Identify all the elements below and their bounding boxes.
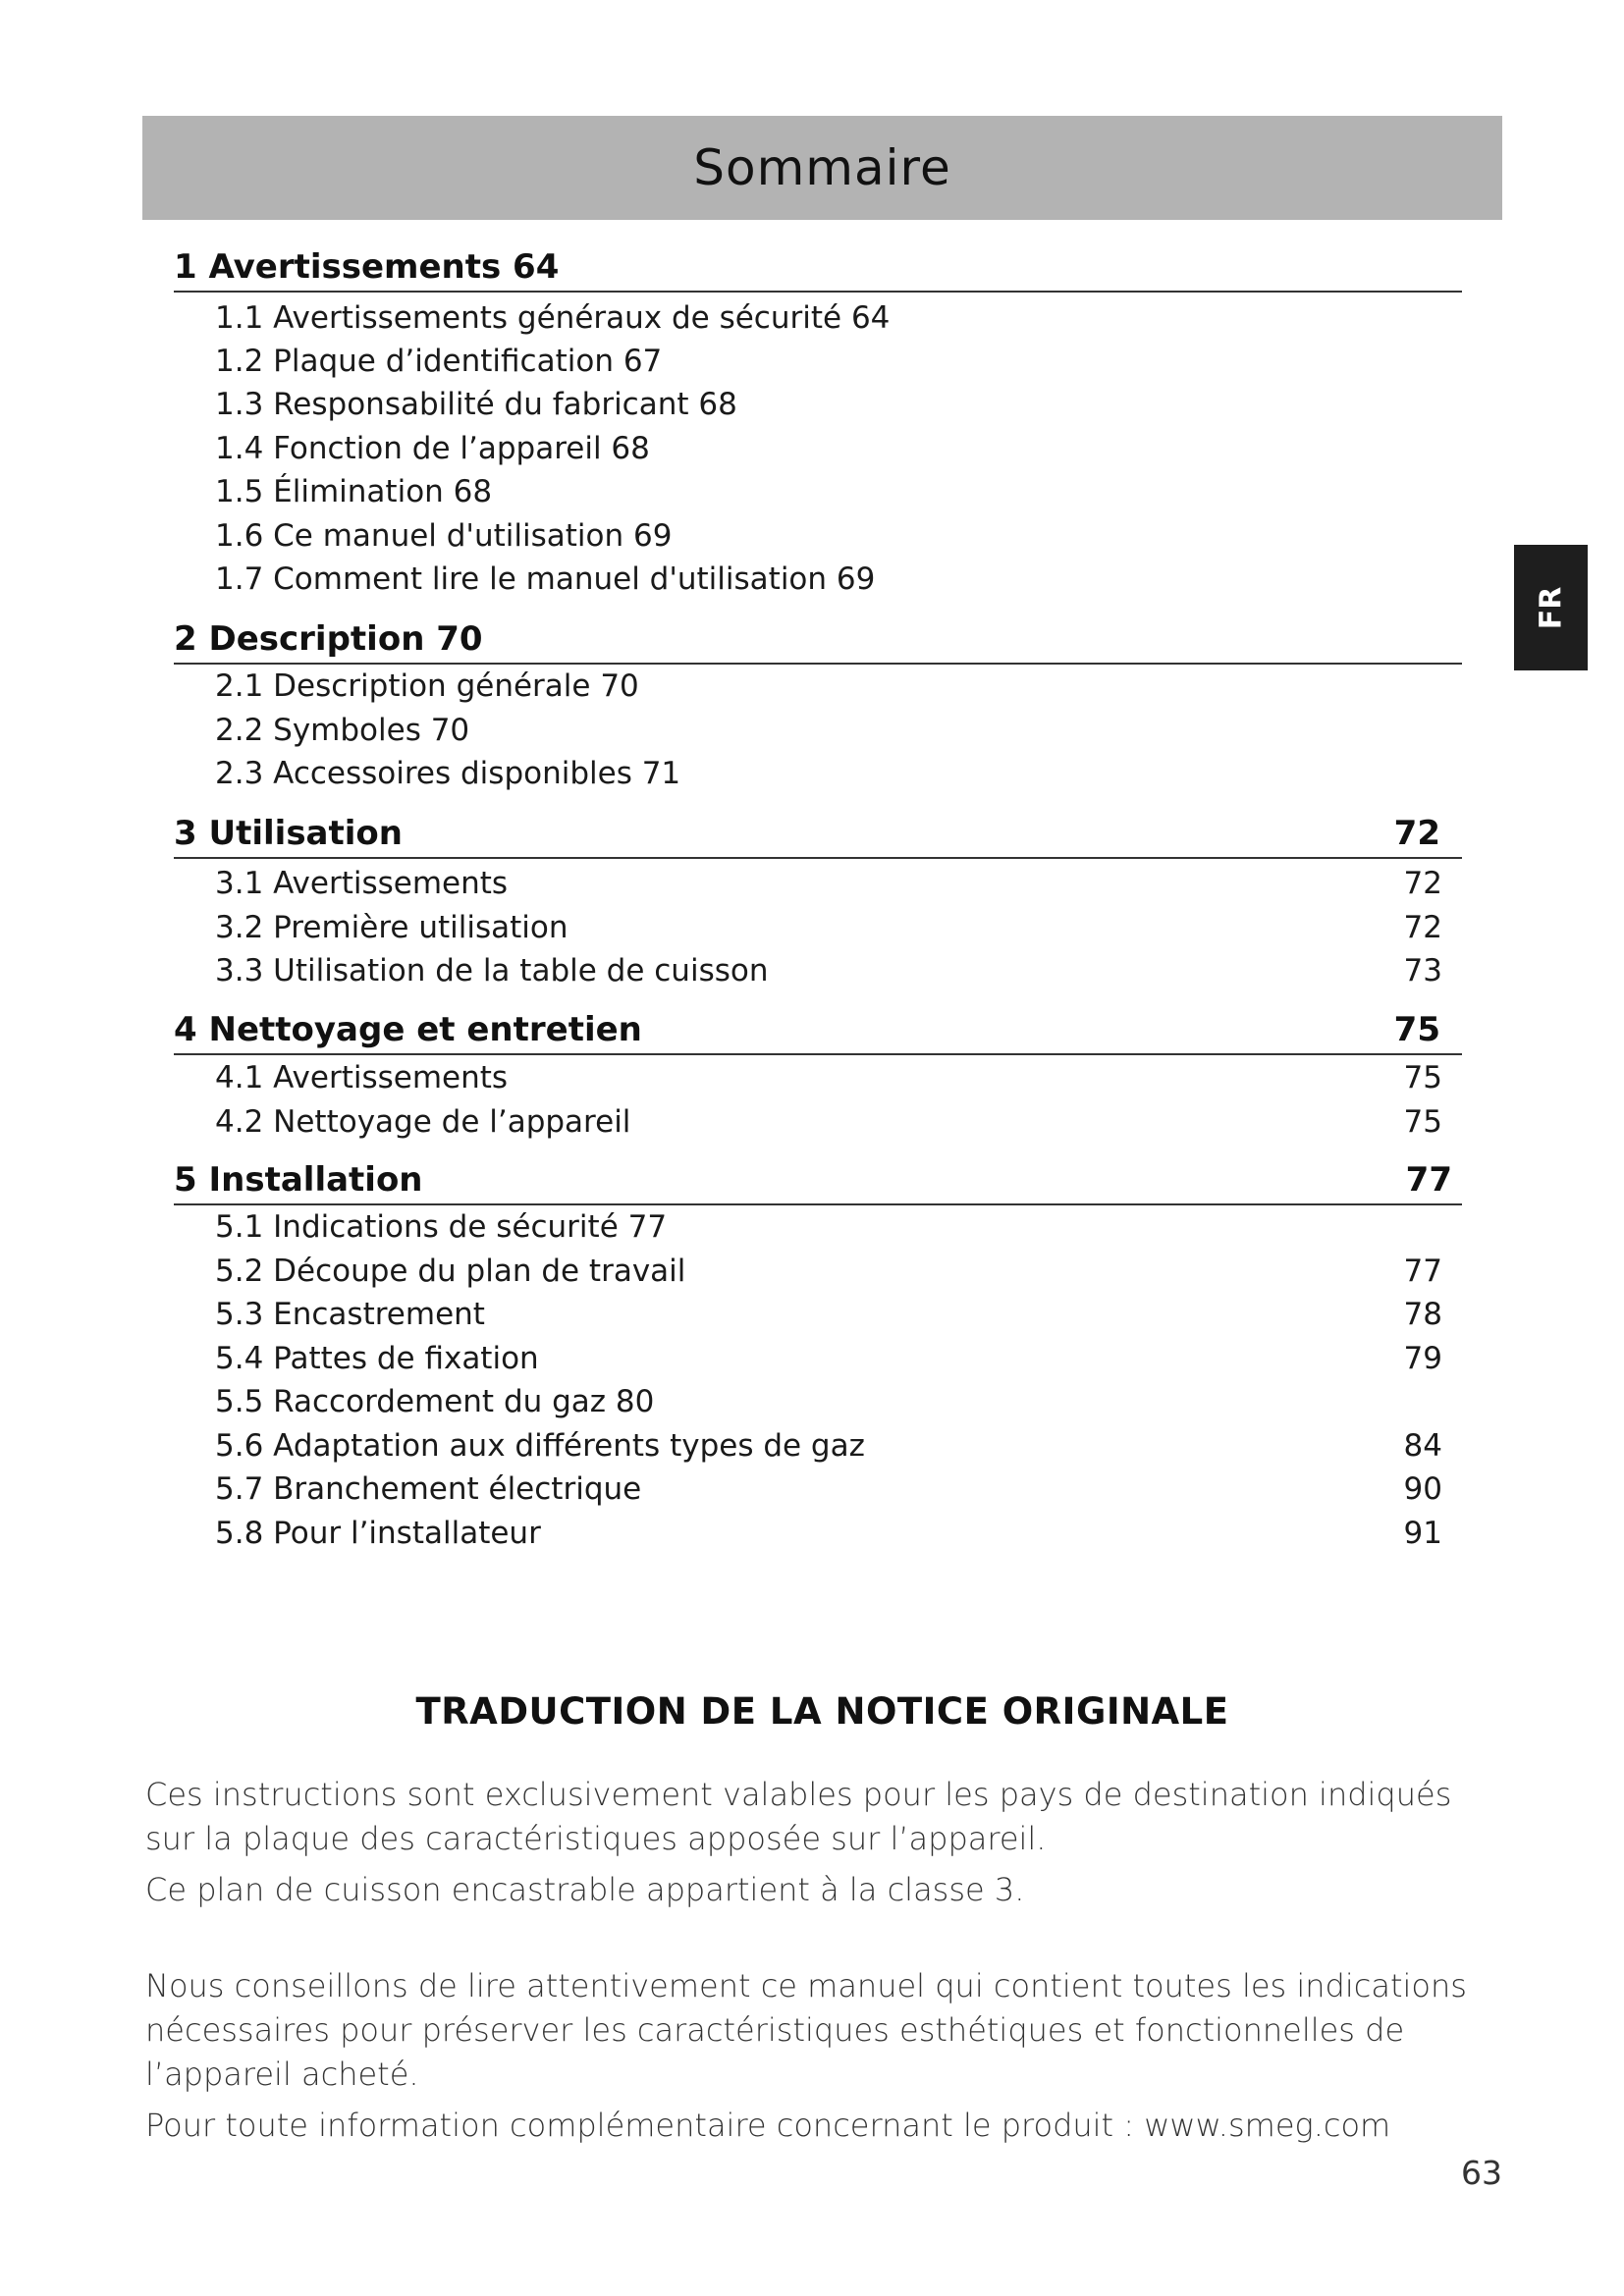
toc-section-heading[interactable] (174, 1158, 1462, 1205)
toc-item[interactable] (215, 1424, 1442, 1468)
toc-section-heading[interactable] (174, 617, 1462, 665)
toc-section-label: 5 Installation (174, 1160, 423, 1200)
toc-item-label: 5.1 Indications de sécurité 77 (215, 1209, 668, 1245)
toc-item-label: 1.7 Comment lire le manuel d'utilisation 69 (215, 561, 876, 597)
title-bar (142, 116, 1502, 220)
info-paragraph: Pour toute information complémentaire concernant le produit : www.smeg.com (145, 2107, 1391, 2144)
toc-item-label: 3.3 Utilisation de la table de cuisson (215, 953, 769, 988)
toc-item[interactable] (215, 906, 1442, 949)
toc-item-label: 1.2 Plaque d’identification 67 (215, 344, 663, 379)
toc-item[interactable] (215, 514, 1442, 558)
toc-item-label: 4.1 Avertissements (215, 1060, 509, 1095)
toc-item[interactable] (215, 1250, 1442, 1293)
toc-section-page: 72 (1393, 814, 1440, 853)
toc-section-label: 2 Description 70 (174, 619, 483, 659)
toc-item-label: 5.8 Pour l’installateur (215, 1516, 541, 1551)
toc-item-label: 3.2 Première utilisation (215, 910, 568, 945)
toc-item-page: 73 (1403, 953, 1442, 988)
toc-item-page: 90 (1403, 1471, 1442, 1507)
toc-section-heading[interactable] (174, 1008, 1462, 1055)
toc-section-label: 4 Nettoyage et entretien (174, 1010, 642, 1049)
toc-item[interactable] (215, 340, 1442, 383)
toc-item-label: 5.6 Adaptation aux différents types de gaz (215, 1428, 865, 1464)
language-tab (1514, 545, 1588, 670)
toc-section-heading[interactable] (174, 812, 1462, 859)
toc-item-page: 79 (1403, 1341, 1442, 1376)
toc-item[interactable] (215, 665, 1442, 708)
toc-item-label: 2.2 Symboles 70 (215, 713, 470, 748)
toc-item[interactable] (215, 1380, 1442, 1423)
toc-item[interactable] (215, 383, 1442, 426)
class-paragraph: Ce plan de cuisson encastrable appartient à la classe 3. (145, 1871, 1025, 1908)
toc-item[interactable] (215, 558, 1442, 601)
toc-item-page: 75 (1403, 1104, 1442, 1140)
toc-item-label: 5.3 Encastrement (215, 1297, 485, 1332)
toc-item-label: 1.5 Élimination 68 (215, 474, 493, 509)
destination-paragraph: Ces instructions sont exclusivement valables pour les pays de destination indiqués sur la plaque des caractéristiques apposée sur l’appareil. (145, 1776, 1452, 1857)
language-tab-label: FR (1534, 586, 1568, 629)
toc-item[interactable] (215, 862, 1442, 905)
toc-item[interactable] (215, 1468, 1442, 1511)
toc-item-label: 5.2 Découpe du plan de travail (215, 1254, 686, 1289)
toc-section-heading[interactable] (174, 245, 1462, 293)
toc-item-page: 78 (1403, 1297, 1442, 1332)
toc-item-label: 1.6 Ce manuel d'utilisation 69 (215, 518, 673, 554)
toc-item-label: 3.1 Avertissements (215, 866, 509, 901)
toc-item[interactable] (215, 1337, 1442, 1380)
toc-item[interactable] (215, 1293, 1442, 1336)
toc-item-page: 84 (1403, 1428, 1442, 1464)
toc-item-label: 1.4 Fonction de l’appareil 68 (215, 431, 650, 466)
toc-item[interactable] (215, 752, 1442, 795)
toc-item[interactable] (215, 427, 1442, 470)
toc-item-page: 72 (1403, 866, 1442, 901)
toc-item-page: 75 (1403, 1060, 1442, 1095)
toc-item[interactable] (215, 1056, 1442, 1099)
toc-item-label: 1.1 Avertissements généraux de sécurité 64 (215, 300, 891, 336)
toc-item[interactable] (215, 1205, 1442, 1249)
toc-item[interactable] (215, 1100, 1442, 1144)
toc-item[interactable] (215, 949, 1442, 992)
toc-item-label: 5.7 Branchement électrique (215, 1471, 642, 1507)
toc-item-label: 2.1 Description générale 70 (215, 668, 639, 704)
toc-item-label: 4.2 Nettoyage de l’appareil (215, 1104, 631, 1140)
advice-paragraph: Nous conseillons de lire attentivement ce manuel qui contient toutes les indications nécessaires pour préserver les caractéristiques esthétiques et fonctionnelles de l’appareil acheté. (145, 1967, 1467, 2093)
toc-item[interactable] (215, 709, 1442, 752)
page-number: 63 (1461, 2154, 1502, 2192)
toc-section-page: 75 (1393, 1010, 1440, 1049)
toc-item[interactable] (215, 296, 1442, 340)
toc-item-label: 2.3 Accessoires disponibles 71 (215, 756, 681, 791)
toc-item-page: 77 (1403, 1254, 1442, 1289)
toc-item-label: 5.5 Raccordement du gaz 80 (215, 1384, 655, 1419)
toc-item[interactable] (215, 1512, 1442, 1555)
page-title: Sommaire (693, 139, 951, 196)
translation-heading: TRADUCTION DE LA NOTICE ORIGINALE (415, 1690, 1229, 1733)
toc-section-label: 3 Utilisation (174, 814, 403, 853)
toc-section-page: 77 (1405, 1160, 1452, 1200)
toc-section-label: 1 Avertissements 64 (174, 247, 560, 287)
toc-item-page: 91 (1403, 1516, 1442, 1551)
toc-item-label: 5.4 Pattes de fixation (215, 1341, 539, 1376)
toc-item-page: 72 (1403, 910, 1442, 945)
toc-item[interactable] (215, 470, 1442, 513)
toc-item-label: 1.3 Responsabilité du fabricant 68 (215, 387, 737, 422)
